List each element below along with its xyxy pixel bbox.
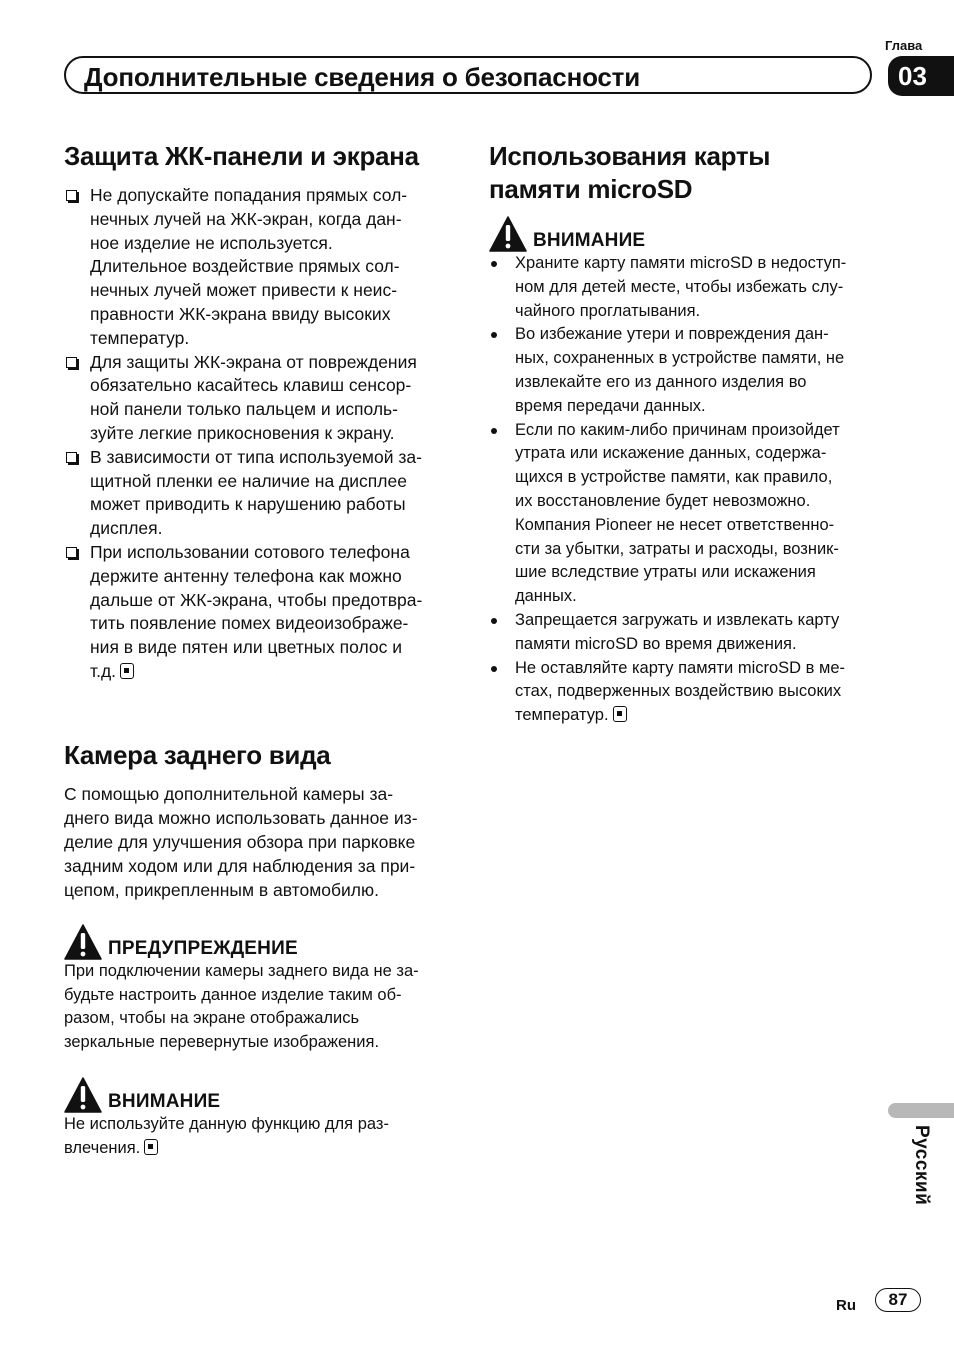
text-line: Длительное воздействие прямых сол-: [90, 256, 400, 277]
text-line: Не оставляйте карту памяти microSD в ме-: [515, 658, 846, 677]
section-title: Дополнительные сведения о безопасности: [84, 62, 640, 92]
text-line: обязательно касайтесь клавиш сенсор-: [90, 375, 412, 396]
warning-triangle-icon: [64, 924, 102, 960]
text-line: ной панели только пальцем и исполь-: [90, 399, 398, 420]
text-line: температур.: [90, 327, 190, 348]
list-item: [489, 323, 879, 418]
text-line: щитной пленки ее наличие на дисплее: [90, 470, 407, 491]
warning-block: [64, 924, 456, 1055]
text-line: разом, чтобы на экране отображались: [64, 1009, 360, 1028]
text-line: Компания Pioneer не несет ответственно-: [515, 515, 835, 534]
warning-title: ПРЕДУПРЕЖДЕНИЕ: [108, 937, 298, 959]
bullet-icon: [491, 618, 497, 624]
text-line: ных, сохраненных в устройстве памяти, не: [515, 349, 845, 368]
text-line: щихся в устройстве памяти, как правило,: [515, 468, 833, 487]
language-label: Русский: [911, 1125, 932, 1206]
bullet-icon: [491, 428, 497, 434]
text-line: зуйте легкие прикосновения к экрану.: [90, 422, 395, 443]
microsd-caution-header: [489, 216, 879, 252]
chapter-number-badge: 03: [888, 56, 954, 96]
chapter-label: Глава: [885, 38, 923, 53]
text-line: влечения.: [64, 1138, 141, 1157]
caution-triangle-icon: [64, 1077, 102, 1113]
checkbox-bullet-icon: [66, 357, 77, 368]
text-line: дальше от ЖК-экрана, чтобы предотвра-: [90, 589, 423, 610]
text-line: дисплея.: [90, 518, 163, 539]
section-header-bar: [64, 56, 872, 94]
list-item: [64, 541, 456, 684]
text-line: ном для детей месте, чтобы избежать слу-: [515, 277, 844, 296]
text-line: памяти microSD во время движения.: [515, 634, 797, 653]
microsd-heading: [489, 140, 879, 206]
checkbox-bullet-icon: [66, 452, 77, 463]
checkbox-bullet-icon: [66, 190, 77, 201]
list-item: [64, 351, 456, 446]
text-line: задним ходом или для наблюдения за при-: [64, 855, 416, 876]
list-item: [489, 252, 879, 323]
text-line: стах, подверженных воздействию высоких: [515, 682, 842, 701]
warning-text: [64, 960, 456, 1055]
text-line: температур.: [515, 706, 609, 725]
text-line: держите антенну телефона как можно: [90, 565, 402, 586]
text-line: Храните карту памяти microSD в недоступ-: [515, 254, 847, 272]
text-line: При использовании сотового телефона: [90, 541, 410, 562]
text-line: сти за убытки, затраты и расходы, возник-: [515, 539, 839, 558]
language-code: Ru: [836, 1297, 856, 1314]
end-of-section-icon: [120, 663, 134, 679]
text-line: шие вследствие утраты или искажения: [515, 563, 816, 582]
end-of-section-icon: [613, 706, 627, 722]
list-item: [489, 609, 879, 657]
bullet-icon: [491, 261, 497, 267]
caution-triangle-icon: [489, 216, 527, 252]
text-line: данных.: [515, 587, 577, 606]
text-line: ния в виде пятен или цветных полос и: [90, 637, 402, 658]
text-line: Запрещается загружать и извлекать карту: [515, 610, 840, 629]
end-of-section-icon: [144, 1139, 158, 1155]
list-item: [64, 446, 456, 541]
text-line: Не используйте данную функцию для раз-: [64, 1114, 389, 1133]
caution-block: [64, 1077, 456, 1161]
text-line: днего вида можно использовать данное из-: [64, 807, 418, 828]
text-line: извлекайте его из данного изделия во: [515, 372, 807, 391]
text-line: С помощью дополнительной камеры за-: [64, 783, 394, 804]
text-line: Для защиты ЖК-экрана от повреждения: [90, 351, 417, 372]
text-line: может приводить к нарушению работы: [90, 494, 406, 515]
text-line: Если по каким-либо причинам произойдет: [515, 420, 840, 439]
text-line: нечных лучей может привести к неис-: [90, 280, 398, 301]
text-line: тить появление помех видеоизображе-: [90, 613, 409, 634]
microsd-caution-title: ВНИМАНИЕ: [533, 230, 646, 251]
text-line: В зависимости от типа используемой за-: [90, 446, 422, 467]
text-line: памяти microSD: [489, 174, 693, 204]
text-line: Использования карты: [489, 141, 771, 171]
caution-title: ВНИМАНИЕ: [108, 1090, 221, 1112]
text-line: Не допускайте попадания прямых сол-: [90, 185, 408, 205]
text-line: Во избежание утери и повреждения дан-: [515, 325, 829, 344]
text-line: делие для улучшения обзора при парковке: [64, 831, 416, 852]
language-tab: [888, 1103, 954, 1118]
text-line: нечных лучей на ЖК-экран, когда дан-: [90, 208, 402, 229]
text-line: цепом, прикрепленным в автомобилю.: [64, 879, 379, 900]
text-line: т.д.: [90, 660, 117, 681]
page-number: 87: [875, 1288, 921, 1312]
bullet-icon: [491, 332, 497, 338]
rear-camera-description: [64, 782, 456, 902]
bullet-icon: [491, 666, 497, 672]
text-line: будьте настроить данное изделие таким об-: [64, 985, 402, 1004]
lcd-protection-list: [64, 184, 456, 684]
right-column: [489, 140, 879, 728]
text-line: ное изделие не используется.: [90, 232, 333, 253]
text-line: время передачи данных.: [515, 396, 706, 415]
lcd-protection-heading: Защита ЖК-панели и экрана: [64, 141, 419, 171]
caution-text: [64, 1113, 456, 1161]
text-line: При подключении камеры заднего вида не за-: [64, 961, 419, 980]
microsd-caution-list: [489, 252, 879, 728]
left-column: [64, 140, 456, 1161]
list-item: [489, 419, 879, 609]
list-item: [64, 184, 456, 351]
text-line: чайного проглатывания.: [515, 301, 701, 320]
text-line: утрата или искажение данных, содержа-: [515, 444, 827, 463]
rear-camera-heading: Камера заднего вида: [64, 739, 331, 770]
checkbox-bullet-icon: [66, 547, 77, 558]
text-line: их восстановление будет невозможно.: [515, 491, 811, 510]
text-line: зеркальные перевернутые изображения.: [64, 1033, 380, 1052]
list-item: [489, 657, 879, 728]
text-line: правности ЖК-экрана ввиду высоких: [90, 303, 391, 324]
